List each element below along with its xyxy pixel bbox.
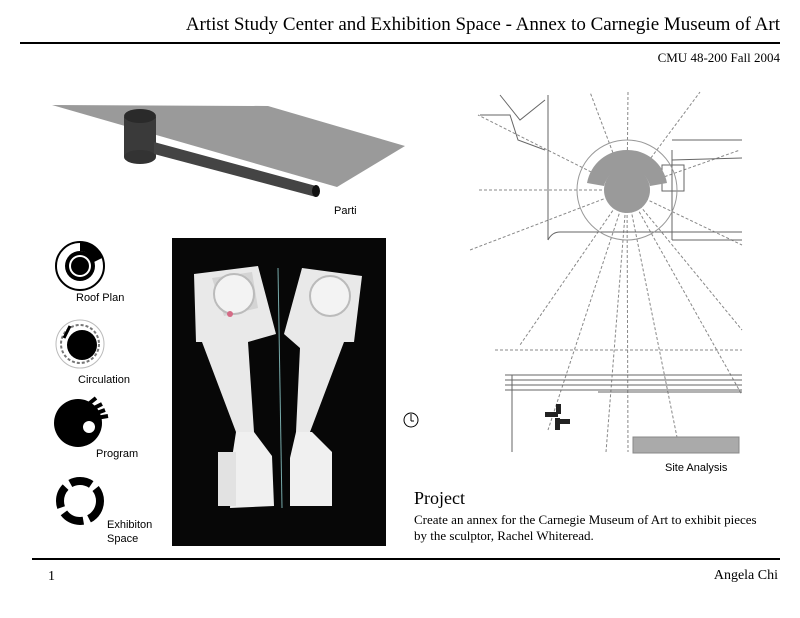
circulation-diagram [54,318,106,370]
course-label: CMU 48-200 Fall 2004 [657,50,780,65]
program-label: Program [96,448,139,460]
parti-label: Parti [334,205,357,217]
author-name: Angela Chi [713,568,778,583]
circulation-label: Circulation [78,374,130,386]
site-analysis-label: Site Analysis [665,462,728,474]
model-photo [172,238,386,546]
exhibition-space-label: Exhibiton Space [107,519,153,545]
exhibition-space-diagram [53,474,107,528]
program-diagram [52,396,108,452]
roof-plan-label: Roof Plan [76,292,125,304]
page-number: 1 [48,569,55,584]
project-description: Create an annex for the Carnegie Museum of Art to exhibit pieces by the sculptor, Rachel Whiteread. [414,512,757,543]
header-rule [20,42,780,44]
project-heading: Project [414,488,465,508]
page-title: Artist Study Center and Exhibition Space - Annex to Carnegie Museum of Art [185,14,780,35]
roof-plan-diagram [54,240,106,292]
footer-rule [32,558,780,560]
north-arrow-icon [401,410,421,430]
